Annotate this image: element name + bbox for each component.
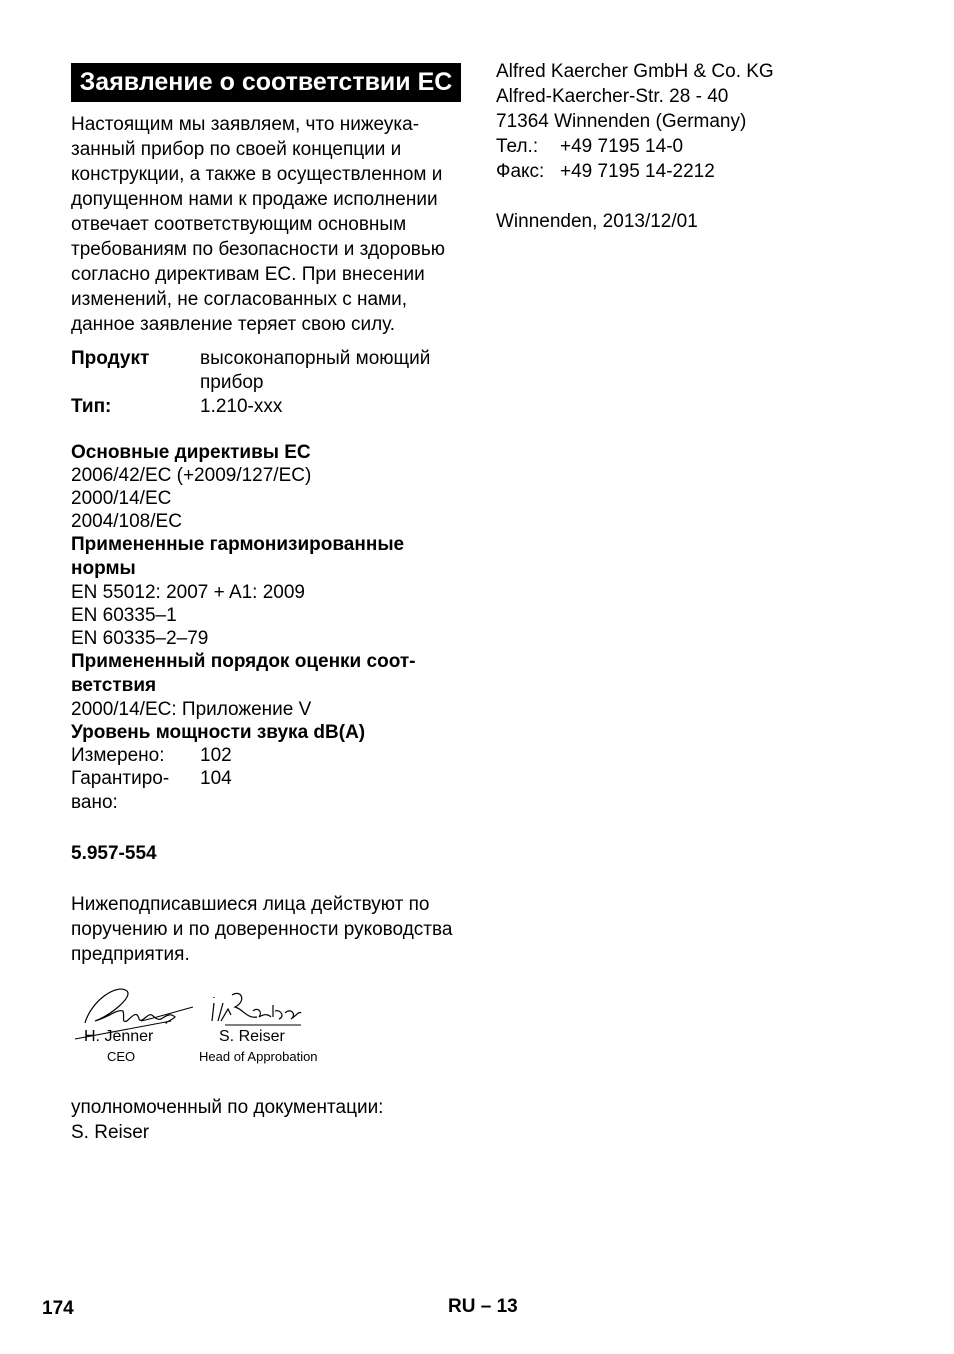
page-title: Заявление о соответствии ЕС — [71, 63, 461, 102]
directive-item: 2004/108/EC — [71, 511, 182, 532]
intro-paragraph: Настоящим мы заявляем, что нижеуказанный прибор по своей концепции и конструкции, а также в осуществленном и допущенном нами к продаже исполнении отвечает соответствующим основным требованиям по безопасности и здоровью согласно директивам ЕС. При внесении изменений, не согласованных с нами, данное заявление теряет свою силу. — [71, 114, 445, 335]
place-date: Winnenden, 2013/12/01 — [496, 211, 698, 232]
signature-name: H. Jenner — [84, 1028, 154, 1045]
standards-heading: Примененные гармонизированные нормы — [71, 534, 405, 579]
fax-label: Факс: — [496, 161, 545, 182]
signature-block — [71, 981, 461, 1077]
part-number: 5.957-554 — [71, 843, 157, 864]
left-column — [71, 63, 461, 1145]
language-page-number: RU – 13 — [448, 1296, 518, 1317]
standard-item: EN 55012: 2007 + A1: 2009 — [71, 582, 306, 603]
sound-heading: Уровень мощности звука dB(A) — [71, 722, 366, 743]
type-label: Тип: — [71, 396, 112, 417]
directive-item: 2000/14/EC — [71, 488, 172, 509]
signature-role: Head of Approbation — [199, 1049, 318, 1064]
documentation-label: уполномоченный по документации: — [71, 1097, 384, 1118]
phone-label: Тел.: — [496, 136, 539, 157]
product-row — [71, 347, 461, 395]
sound-measured-value: 102 — [200, 745, 232, 766]
directives-heading: Основные директивы ЕС — [71, 442, 311, 463]
directive-item: 2006/42/EC (+2009/127/EC) — [71, 465, 312, 486]
page-number: 174 — [42, 1298, 74, 1319]
standard-item: EN 60335–2–79 — [71, 628, 209, 649]
sound-measured-row — [71, 744, 461, 767]
signature-role: CEO — [107, 1049, 136, 1064]
signature-name: S. Reiser — [219, 1028, 285, 1045]
fax-value: +49 7195 14-2212 — [560, 161, 715, 182]
sound-guaranteed-label: Гарантировано: — [71, 768, 170, 813]
company-street: Alfred-Kaercher-Str. 28 - 40 — [496, 86, 729, 107]
right-column — [496, 59, 916, 234]
product-value: высоконапорный моющий прибор — [200, 348, 431, 393]
company-name: Alfred Kaercher GmbH & Co. KG — [496, 61, 774, 82]
phone-row — [496, 134, 916, 159]
sound-guaranteed-row — [71, 767, 461, 815]
assessment-value: 2000/14/EC: Приложение V — [71, 699, 312, 720]
assessment-heading: Примененный порядок оценки соответствия — [71, 651, 416, 696]
type-value: 1.210-xxx — [200, 396, 283, 417]
type-row — [71, 395, 461, 419]
phone-value: +49 7195 14-0 — [560, 136, 684, 157]
standard-item: EN 60335–1 — [71, 605, 177, 626]
product-label: Продукт — [71, 348, 150, 369]
sound-measured-label: Измерено: — [71, 745, 165, 766]
company-city: 71364 Winnenden (Germany) — [496, 111, 747, 132]
fax-row — [496, 159, 916, 184]
signatories-paragraph: Нижеподписавшиеся лица действуют по поручению и по доверенности руководства предприятия. — [71, 894, 453, 965]
documentation-name: S. Reiser — [71, 1122, 150, 1143]
sound-guaranteed-value: 104 — [200, 768, 232, 789]
